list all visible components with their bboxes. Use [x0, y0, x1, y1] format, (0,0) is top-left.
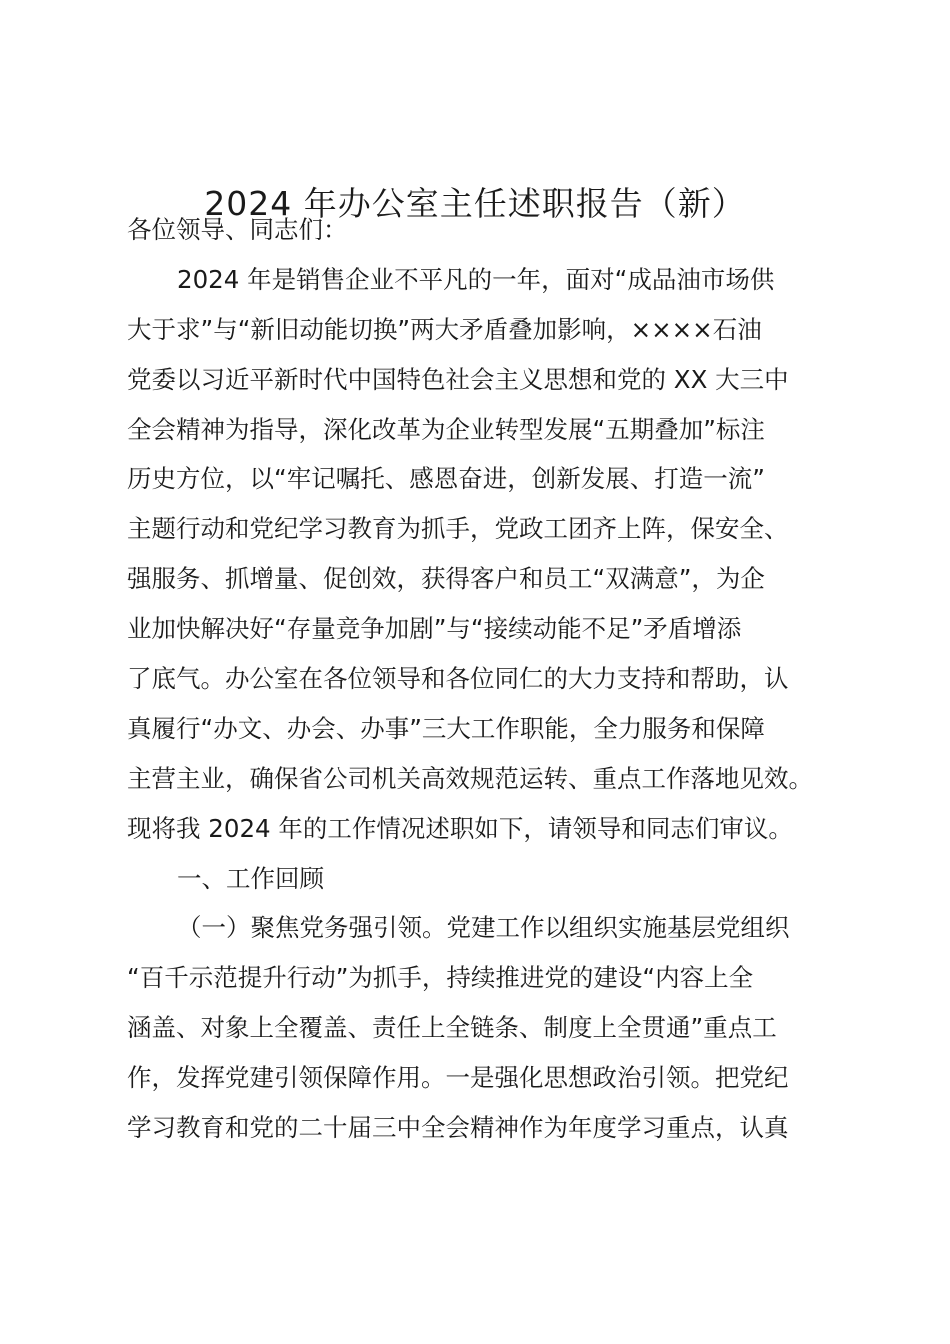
paragraph-line: 作，发挥党建引领保障作用。一是强化思想政治引领。把党纪: [127, 1063, 789, 1093]
paragraph-line: 了底气。办公室在各位领导和各位同仁的大力支持和帮助，认: [127, 664, 789, 694]
paragraph-1: [127, 255, 847, 854]
paragraph-line: 真履行“办文、办会、办事”三大工作职能，全力服务和保障: [127, 713, 765, 743]
paragraph-line: 涵盖、对象上全覆盖、责任上全链条、制度上全贯通”重点工: [127, 1013, 777, 1043]
paragraph-line: 大于求”与“新旧动能切换”两大矛盾叠加影响，××××石油: [127, 314, 762, 344]
paragraph-line: 强服务、抓增量、促创效，获得客户和员工“双满意”，为企: [127, 564, 765, 594]
section-heading: 一、工作回顾: [177, 863, 324, 893]
paragraph-line: 党委以习近平新时代中国特色社会主义思想和党的 XX 大三中: [127, 364, 789, 394]
paragraph-line: 全会精神为指导，深化改革为企业转型发展“五期叠加”标注: [127, 414, 765, 444]
paragraph-line: 历史方位，以“牢记嘱托、感恩奋进，创新发展、打造一流”: [127, 464, 765, 494]
paragraph-line: 业加快解决好“存量竞争加剧”与“接续动能不足”矛盾增添: [127, 614, 742, 644]
paragraph-2: [127, 903, 847, 1152]
paragraph-line: （一）聚焦党务强引领。党建工作以组织实施基层党组织: [177, 913, 790, 943]
paragraph-line: 主营主业，确保省公司机关高效规范运转、重点工作落地见效。: [127, 763, 813, 793]
document-title: 2024 年办公室主任述职报告（新）: [204, 184, 746, 223]
paragraph-line: 学习教育和党的二十届三中全会精神作为年度学习重点，认真: [127, 1113, 789, 1143]
paragraph-line: “百千示范提升行动”为抓手，持续推进党的建设“内容上全: [127, 963, 754, 993]
paragraph-line: 2024 年是销售企业不平凡的一年，面对“成品油市场供: [177, 264, 775, 294]
paragraph-line: 现将我 2024 年的工作情况述职如下，请领导和同志们审议。: [127, 813, 793, 843]
salutation: 各位领导、同志们：: [127, 215, 348, 244]
document-body: [127, 205, 847, 1153]
paragraph-line: 主题行动和党纪学习教育为抓手，党政工团齐上阵，保安全、: [127, 514, 789, 544]
